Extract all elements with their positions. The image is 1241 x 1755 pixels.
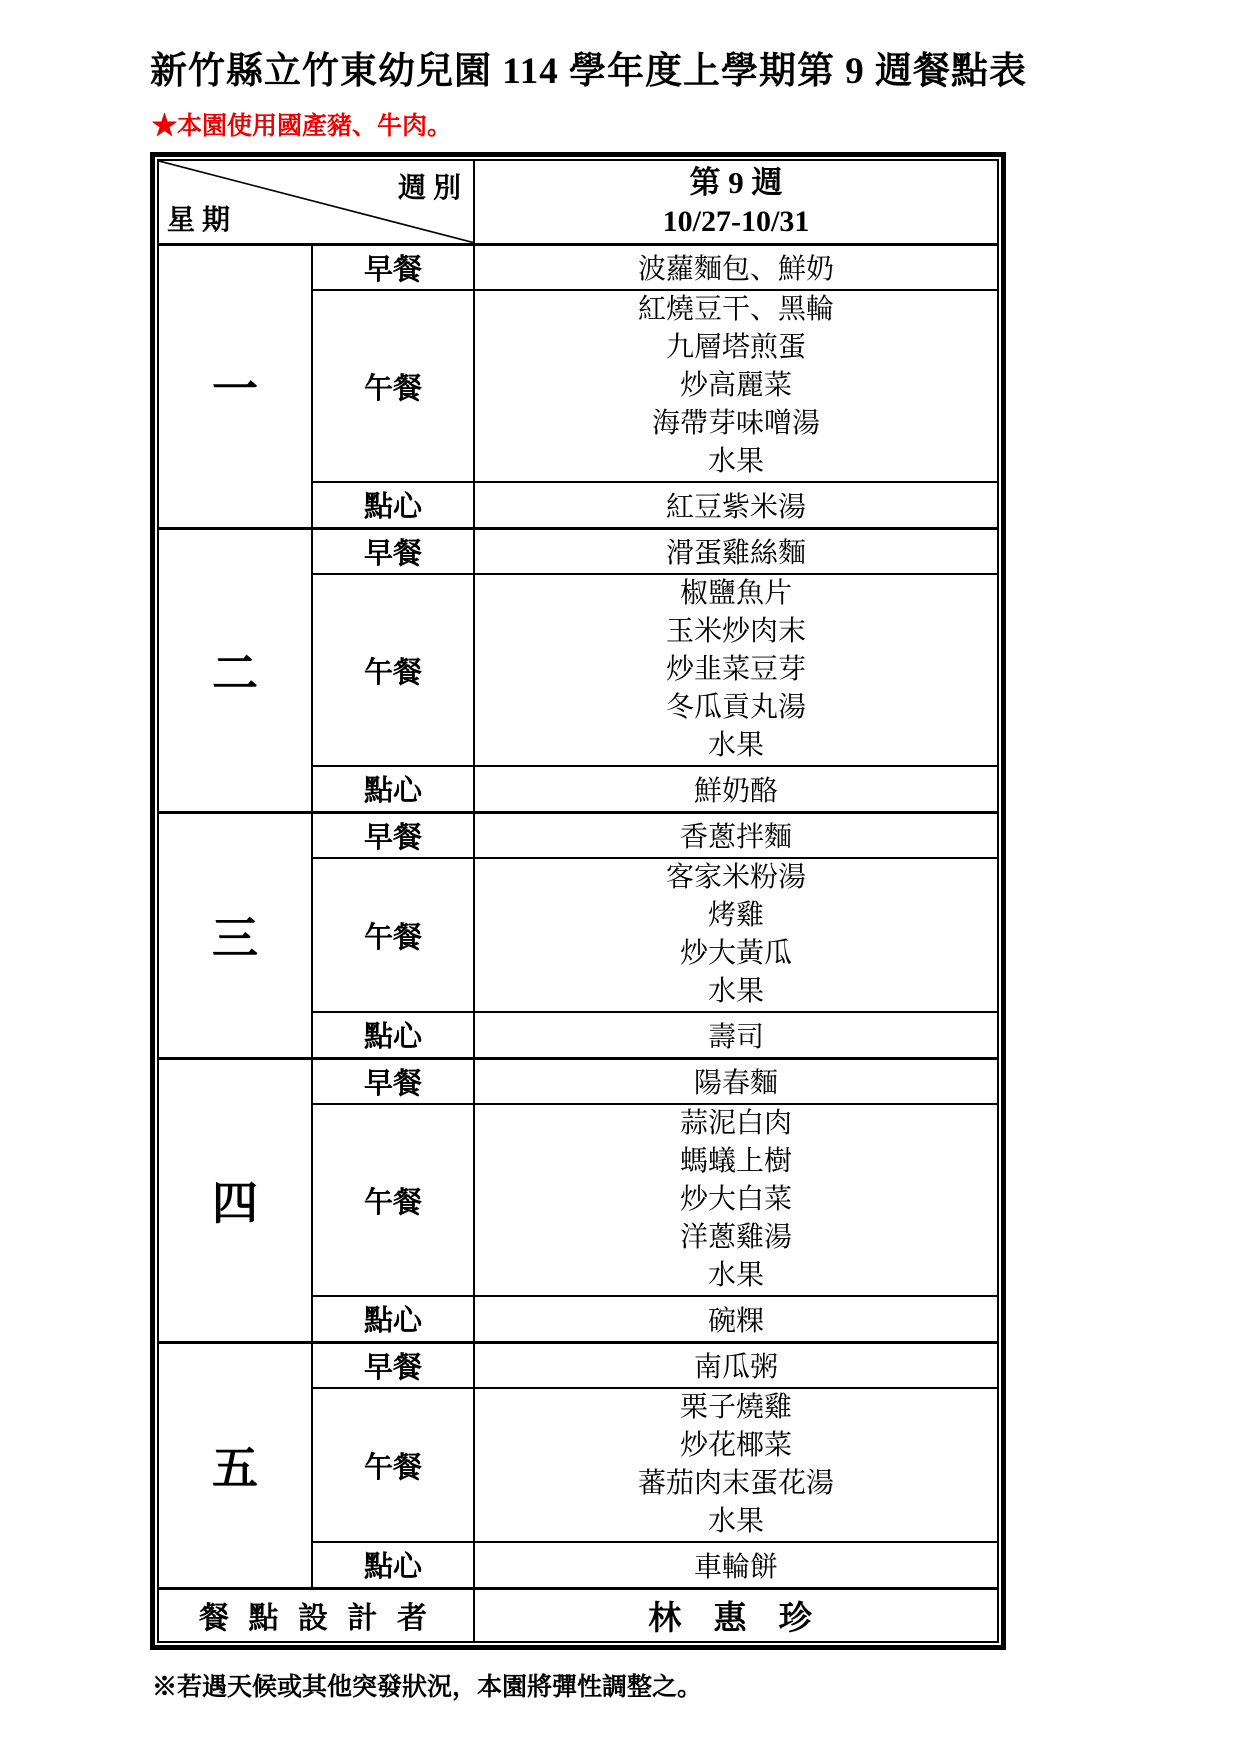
corner-cell <box>158 160 474 244</box>
thursday-lunch-menu <box>474 1104 998 1296</box>
menu-item: 海帶芽味噌湯 <box>651 408 820 439</box>
menu-table-frame <box>150 152 1006 1650</box>
wednesday-breakfast-menu: 香蔥拌麵 <box>474 812 998 858</box>
thursday-breakfast-menu: 陽春麵 <box>474 1058 998 1104</box>
day-cell-monday: 一 <box>158 244 312 528</box>
week-number: 第 9 週 <box>689 164 783 200</box>
tuesday-breakfast-menu: 滑蛋雞絲麵 <box>474 528 998 574</box>
designer-label: 餐 點 設 計 者 <box>158 1588 474 1642</box>
monday-breakfast-menu: 波蘿麵包、鮮奶 <box>474 244 998 290</box>
menu-item: 烤雞 <box>707 900 764 931</box>
tuesday-snack-menu: 鮮奶酪 <box>474 766 998 812</box>
corner-week-label: 週 別 <box>397 173 461 204</box>
menu-item: 炒大黃瓜 <box>679 938 792 969</box>
meal-label-breakfast: 早餐 <box>312 1058 474 1104</box>
menu-item: 水果 <box>707 730 764 761</box>
meal-label-breakfast: 早餐 <box>312 244 474 290</box>
meal-label-breakfast: 早餐 <box>312 1342 474 1388</box>
meal-label-lunch: 午餐 <box>312 290 474 482</box>
meal-label-breakfast: 早餐 <box>312 812 474 858</box>
menu-item: 炒韭菜豆芽 <box>665 654 806 685</box>
menu-item: 椒鹽魚片 <box>679 578 792 609</box>
tuesday-breakfast-row <box>158 528 998 574</box>
menu-item: 水果 <box>707 976 764 1007</box>
menu-item: 栗子燒雞 <box>679 1392 792 1423</box>
meal-label-snack: 點心 <box>312 1542 474 1588</box>
menu-item: 玉米炒肉末 <box>665 616 806 647</box>
day-cell-wednesday: 三 <box>158 812 312 1058</box>
menu-item: 紅燒豆干、黑輪 <box>637 294 834 325</box>
day-cell-tuesday: 二 <box>158 528 312 812</box>
menu-item: 蕃茄肉末蛋花湯 <box>637 1468 834 1499</box>
header-row <box>158 160 998 244</box>
menu-item: 冬瓜貢丸湯 <box>665 692 806 723</box>
meal-label-snack: 點心 <box>312 1012 474 1058</box>
meal-label-snack: 點心 <box>312 482 474 528</box>
monday-lunch-menu <box>474 290 998 482</box>
friday-lunch-menu <box>474 1388 998 1542</box>
menu-item: 水果 <box>707 1260 764 1291</box>
friday-snack-menu: 車輪餅 <box>474 1542 998 1588</box>
day-cell-friday: 五 <box>158 1342 312 1588</box>
menu-item: 洋蔥雞湯 <box>679 1222 792 1253</box>
tuesday-lunch-menu <box>474 574 998 766</box>
pork-origin-notice: ★本園使用國產豬、牛肉。 <box>152 113 453 140</box>
day-cell-thursday: 四 <box>158 1058 312 1342</box>
menu-item: 蒜泥白肉 <box>679 1108 792 1139</box>
wednesday-snack-menu: 壽司 <box>474 1012 998 1058</box>
weekly-menu-table <box>157 159 999 1643</box>
designer-row <box>158 1588 998 1642</box>
menu-item: 水果 <box>707 1506 764 1537</box>
week-header-cell <box>474 160 998 244</box>
meal-label-lunch: 午餐 <box>312 1388 474 1542</box>
menu-item: 九層塔煎蛋 <box>665 332 806 363</box>
menu-item: 螞蟻上樹 <box>679 1146 792 1177</box>
meal-label-lunch: 午餐 <box>312 1104 474 1296</box>
meal-label-lunch: 午餐 <box>312 858 474 1012</box>
flexibility-footnote: ※若遇天候或其他突發狀況，本園將彈性調整之。 <box>152 1674 703 1701</box>
monday-breakfast-row <box>158 244 998 290</box>
meal-label-breakfast: 早餐 <box>312 528 474 574</box>
corner-day-label: 星 期 <box>167 204 231 236</box>
meal-label-snack: 點心 <box>312 766 474 812</box>
menu-item: 炒大白菜 <box>679 1184 792 1215</box>
menu-item: 水果 <box>707 446 764 477</box>
meal-label-lunch: 午餐 <box>312 574 474 766</box>
wednesday-breakfast-row <box>158 812 998 858</box>
menu-item: 炒花椰菜 <box>679 1430 792 1461</box>
menu-item: 炒高麗菜 <box>679 370 792 401</box>
thursday-snack-menu: 碗粿 <box>474 1296 998 1342</box>
meal-label-snack: 點心 <box>312 1296 474 1342</box>
thursday-breakfast-row <box>158 1058 998 1104</box>
page-title: 新竹縣立竹東幼兒園 114 學年度上學期第 9 週餐點表 <box>150 51 1027 92</box>
friday-breakfast-menu: 南瓜粥 <box>474 1342 998 1388</box>
monday-snack-menu: 紅豆紫米湯 <box>474 482 998 528</box>
menu-item: 客家米粉湯 <box>665 862 806 893</box>
friday-breakfast-row <box>158 1342 998 1388</box>
wednesday-lunch-menu <box>474 858 998 1012</box>
week-date-range: 10/27-10/31 <box>662 204 810 238</box>
designer-name: 林 惠 珍 <box>474 1588 998 1642</box>
